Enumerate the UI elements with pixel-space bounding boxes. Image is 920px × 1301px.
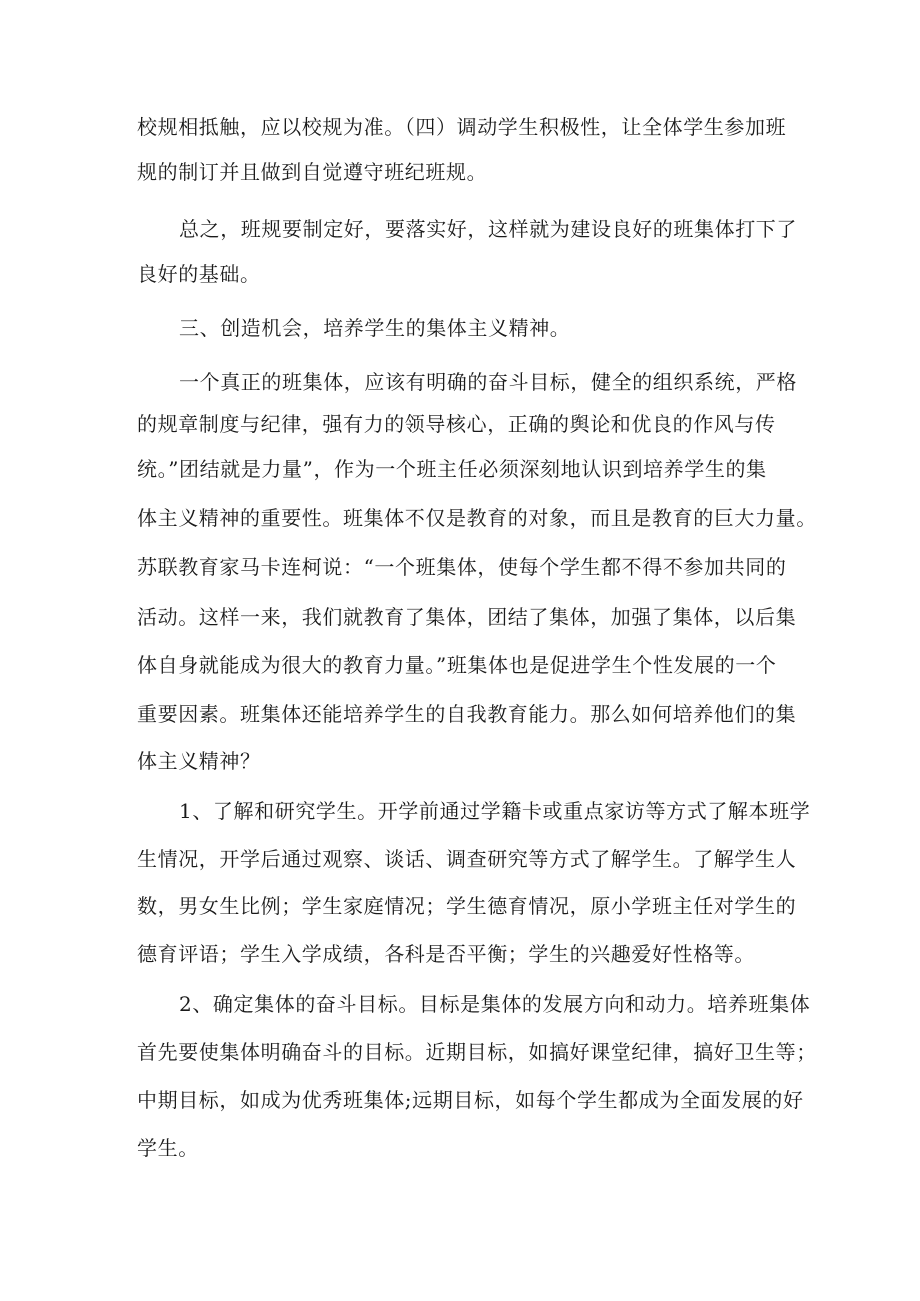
text-line: 活动。这样一来，我们就教育了集体，团结了集体，加强了集体，以后集 bbox=[137, 605, 797, 629]
text-line: 体主义精神？ bbox=[137, 749, 261, 773]
text-line: 学生。 bbox=[137, 1136, 199, 1160]
text-line: 规的制订并且做到自觉遵守班纪班规。 bbox=[137, 160, 488, 184]
paragraph-first-line: 2、确定集体的奋斗目标。目标是集体的发展方向和动力。培养班集体 bbox=[179, 992, 811, 1016]
text-line: 数，男女生比例；学生家庭情况；学生德育情况，原小学班主任对学生的 bbox=[137, 894, 797, 918]
text-line: 重要因素。班集体还能培养学生的自我教育能力。那么如何培养他们的集 bbox=[137, 702, 797, 726]
text-line: 的规章制度与纪律，强有力的领导核心，正确的舆论和优良的作风与传 bbox=[137, 412, 776, 436]
paragraph-first-line: 1、了解和研究学生。开学前通过学籍卡或重点家访等方式了解本班学 bbox=[179, 799, 811, 823]
paragraph-first-line: 总之，班规要制定好，要落实好，这样就为建设良好的班集体打下了 bbox=[179, 217, 797, 241]
text-line: 校规相抵触，应以校规为准。（四）调动学生积极性，让全体学生参加班 bbox=[137, 115, 787, 139]
text-line: 体自身就能成为很大的教育力量。”班集体也是促进学生个性发展的一个 bbox=[137, 653, 777, 677]
section-heading: 三、创造机会，培养学生的集体主义精神。 bbox=[179, 316, 571, 340]
paragraph-first-line: 一个真正的班集体，应该有明确的奋斗目标，健全的组织系统，严格 bbox=[179, 370, 797, 394]
text-line: 中期目标，如成为优秀班集体;远期目标，如每个学生都成为全面发展的好 bbox=[137, 1088, 804, 1112]
text-line: 统。”团结就是力量”，作为一个班主任必须深刻地认识到培养学生的集 bbox=[137, 457, 767, 481]
text-line: 生情况，开学后通过观察、谈话、调查研究等方式了解学生。了解学生人 bbox=[137, 847, 797, 871]
text-line: 良好的基础。 bbox=[137, 262, 261, 286]
text-line: 首先要使集体明确奋斗的目标。近期目标，如搞好课堂纪律，搞好卫生等； bbox=[137, 1040, 817, 1064]
text-line: 体主义精神的重要性。班集体不仅是教育的对象，而且是教育的巨大力量。 bbox=[137, 506, 817, 530]
text-line: 苏联教育家马卡连柯说：“一个班集体，使每个学生都不得不参加共同的 bbox=[137, 555, 787, 579]
text-line: 德育评语；学生入学成绩，各科是否平衡；学生的兴趣爱好性格等。 bbox=[137, 942, 755, 966]
